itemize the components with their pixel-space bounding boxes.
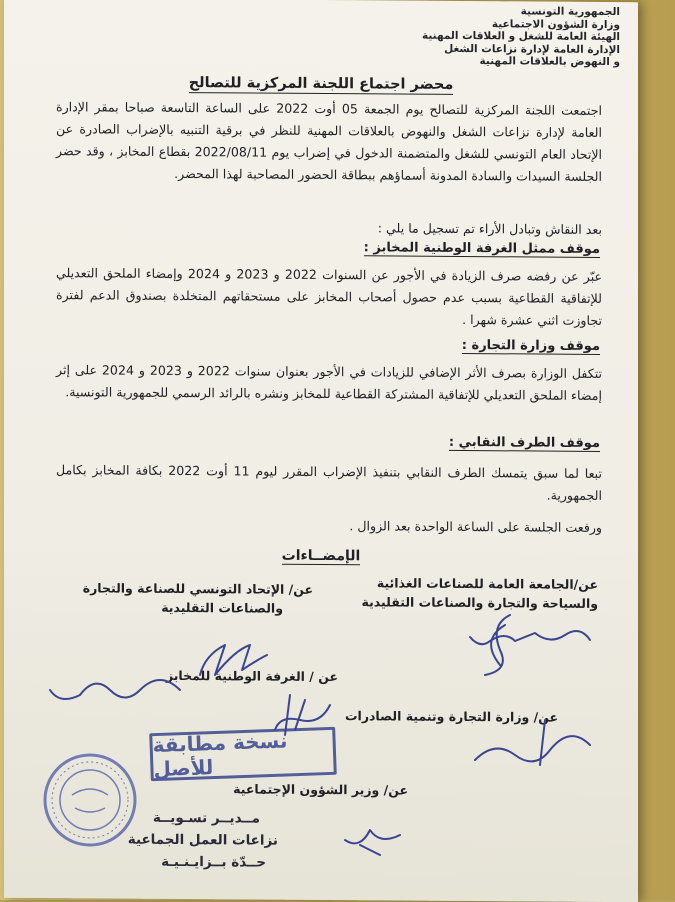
signature-bakery-left	[50, 680, 180, 699]
letterhead-line: وزارة الشؤون الاجتماعية	[491, 17, 620, 31]
letterhead-line: الجمهورية التونسية	[520, 5, 620, 19]
signatory-bakery-chamber: عن / الغرفة الوطنية للمخابز	[165, 667, 338, 685]
letterhead-line: الهيئة العامة للشغل و العلاقات المهنية	[422, 29, 620, 44]
section-bakery-heading: موقف ممثل الغرفة الوطنية المخابز :	[363, 240, 600, 257]
document-title: محضر اجتماع اللجنة المركزية للتصالح	[188, 75, 454, 93]
section-bakery-text: عبّر عن رفضه صرف الزيادة في الأجور عن السنوات 2022 و 2023 و 2024 وإمضاء الملحق التعديلي للإتفاقية القطاعية بسبب عدم حصول أصحاب المخابز على مستحقاتهم المتخلدة بصندوق الدعم لفترة تجاوزت اثني عشرة شهرا .	[56, 265, 603, 328]
signatory-food-federation: عن/الجامعة العامة للصناعات الغذائية والسياحة والتجارة والصناعات التقليدية	[361, 575, 598, 611]
director-title: مــديــر تسـويــة	[152, 809, 260, 827]
letterhead-line: و النهوض بالعلاقات المهنية	[479, 55, 620, 69]
intro-paragraph: اجتمعت اللجنة المركزية للتصالح يوم الجمعة 05 أوت 2022 على الساعة التاسعة صباحا بمقر الإدارة العامة لإدارة نزاعات الشغل والنهوض بالعلاقات المهنية للنظر في برقية التنبيه بالإضراب الصادرة عن الإتحاد العام التونسي للشغل والمتضمنة الدخول في إضراب يوم 2022/08/11 بقطاع المخابز ، وقد حضر الجلسة السيدات والسادة المدونة أسماؤهم ببطاقة الحضور المصاحبة لهذا المحضر.	[56, 99, 603, 184]
closing-text: ورفعت الجلسة على الساعة الواحدة بعد الزوال .	[349, 518, 602, 535]
signatory-social-affairs: عن/ وزير الشؤون الإجتماعية	[233, 781, 408, 798]
signatory-commerce-ministry: عن/ وزارة التجارة وتنمية الصادرات	[344, 708, 558, 725]
director-name: حــدّة بــزايـنـيـة	[161, 853, 266, 871]
signature-food-federation	[470, 631, 590, 644]
round-stamp	[45, 755, 135, 845]
section-commerce-heading: موقف وزارة التجارة :	[461, 337, 600, 354]
after-discussion-text: بعد النقاش وتبادل الأراء تم تسجيل ما يلي :	[377, 220, 602, 237]
signature-commerce	[475, 720, 590, 765]
signatory-utica: عن/ الإتحاد التونسي للصناعة والتجارة والصناعات التقليدية	[82, 580, 313, 616]
director-department: نزاعات العمل الجماعية	[127, 831, 278, 849]
section-union-text: تبعا لما سبق يتمسك الطرف النقابي بتنفيذ الإضراب المقرر ليوم 11 أوت 2022 بكافة المخابز بكامل الجمهورية.	[56, 462, 602, 503]
signature-utica	[200, 645, 267, 675]
section-commerce-text: تتكفل الوزارة بصرف الأثر الإضافي للزيادات في الأجور بعنوان سنوات 2022 و 2023 و 2024 على إثر إمضاء الملحق التعديلي للإتفاقية المشتركة القطاعية للمخابز ونشره بالرائد الرسمي للجمهورية التونسية.	[56, 362, 603, 403]
section-union-heading: موقف الطرف النقابي :	[448, 434, 600, 451]
signature-food-federation-mark	[485, 615, 510, 675]
signature-social-affairs	[345, 830, 400, 855]
signatures-heading: الإمضــاءات	[281, 547, 361, 565]
certified-copy-stamp: نسخة مطابقة للأصل	[149, 727, 337, 781]
letterhead-line: الإدارة العامة لإدارة نزاعات الشغل	[444, 42, 620, 56]
